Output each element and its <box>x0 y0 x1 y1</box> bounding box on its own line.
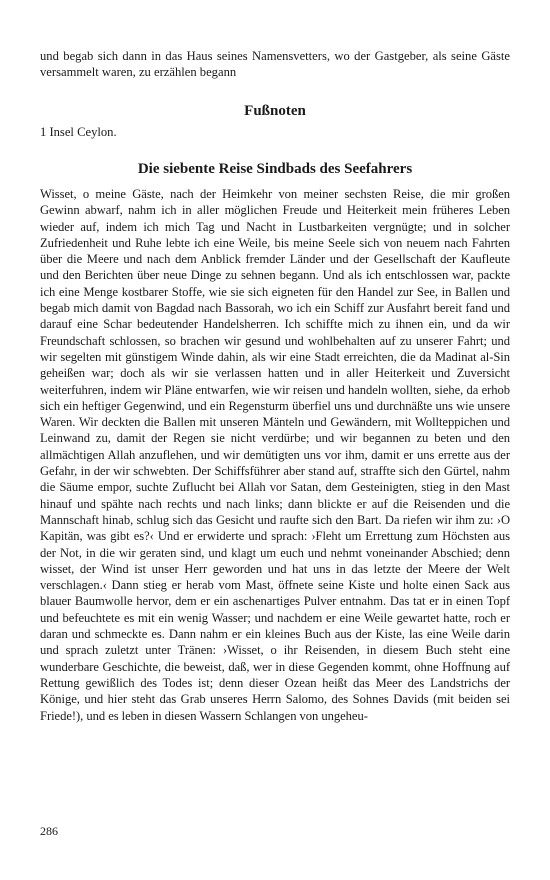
footnotes-heading: Fußnoten <box>244 103 306 119</box>
intro-paragraph: und begab sich dann in das Haus seines Namensvetters, wo der Gastgeber, als seine Gäste versammelt waren, zu erzählen begann <box>40 49 510 80</box>
footnote-1: 1 Insel Ceylon. <box>40 125 117 139</box>
page-number: 286 <box>40 824 58 838</box>
body-paragraph: Wisset, o meine Gäste, nach der Heimkehr von meiner sechsten Reise, die mir großen Gewinn abwarf, nahm ich in aller möglichen Freude und Heiterkeit mein früheres Leben wieder auf, indem ich mich Tag und Nacht in Lustbarkeiten vergnügte; und in solcher Zufriedenheit und Ruhe lebte ich eine Weile, bis meine Seele sich von neuem nach Fahrten über die Meere und nach dem Anblick fremder Länder und der Gesellschaft der Kaufleute und den Berichten über neue Dinge zu sehnen begann. Und als ich entschlossen war, packte ich eine Menge kostbarer Stoffe, wie sie sich eigneten für den Handel zur See, in Ballen und begab mich damit von Bagdad nach Bassorah, wo ich ein Schiff zur Ausfahrt bereit fand und darauf eine Schar bedeutender Handelsherren. Ich schiffte mich zu ihnen ein, und da wir Freundschaft schlossen, so brachen wir gesund und wohlbehalten auf zu unserer Fahrt; und wir segelten mit günstigem Winde dahin, als wir eine Stadt erreichten, die da Madinat al-Sin geheißen war; doch als wir sie verlassen hatten und in aller Heiterkeit und Zuversicht weiterfuhren, indem wir Pläne entwarfen, wie wir reisen und handeln wollten, siehe, da erhob sich ein heftiger Gegenwind, und ein Regensturm überfiel uns und durchnäßte uns wie unsere Waren. Wir deckten die Ballen mit unseren Mänteln und Gewändern, mit Wollteppichen und Leinwand zu, damit der Regen sie nicht verdürbe; und wir begannen zu beten und den allmächtigen Allah anzuflehen, und wir demütigten uns vor ihm, damit er uns errette aus der Gefahr, in der wir schwebten. Der Schiffsführer aber stand auf, straffte sich den Gürtel, nahm die Säume empor, suchte Zuflucht bei Allah vor Satan, dem Gesteinigten, stieg in den Mast hinauf und spähte nach rechts und nach links; dann blickte er auf die Reisenden und die Mannschaft hinab, schlug sich das Gesicht und raufte sich den Bart. Da riefen wir ihm zu: ›O Kapitän, was gibt es?‹ Und er erwiderte und sprach: ›Fleht um Errettung zum Höchsten aus der Not, in die wir geraten sind, und klagt um euch und nehmt voneinander Abschied; denn wisset, der Wind ist unser Herr geworden und hat uns in das letzte der Meere der Welt verschlagen.‹ Dann stieg er herab vom Mast, öffnete seine Kiste und holte einen Sack aus blauer Baumwolle hervor, dem er ein aschenartiges Pulver entnahm. Das tat er in einen Topf und befeuchtete es mit ein wenig Wasser; und nachdem er eine Weile gewartet hatte, roch er daran und schmeckte es. Dann nahm er ein kleines Buch aus der Kiste, las eine Weile darin und sprach zuletzt unter Tränen: ›Wisset, o ihr Reisenden, in diesem Buch steht eine wunderbare Geschichte, die beweist, daß, wer in diese Gegenden kommt, ohne Hoffnung auf Rettung gewißlich des Todes ist; denn dieser Ozean heißt das Meer des Landstrichs der Könige, und hier steht das Grab unseres Herrn Salomo, des Sohnes Davids (mit beiden sei Friede!), und es leben in diesen Wassern Schlangen von ungeheu- <box>40 187 510 723</box>
chapter-title: Die siebente Reise Sindbads des Seefahrers <box>137 161 413 177</box>
